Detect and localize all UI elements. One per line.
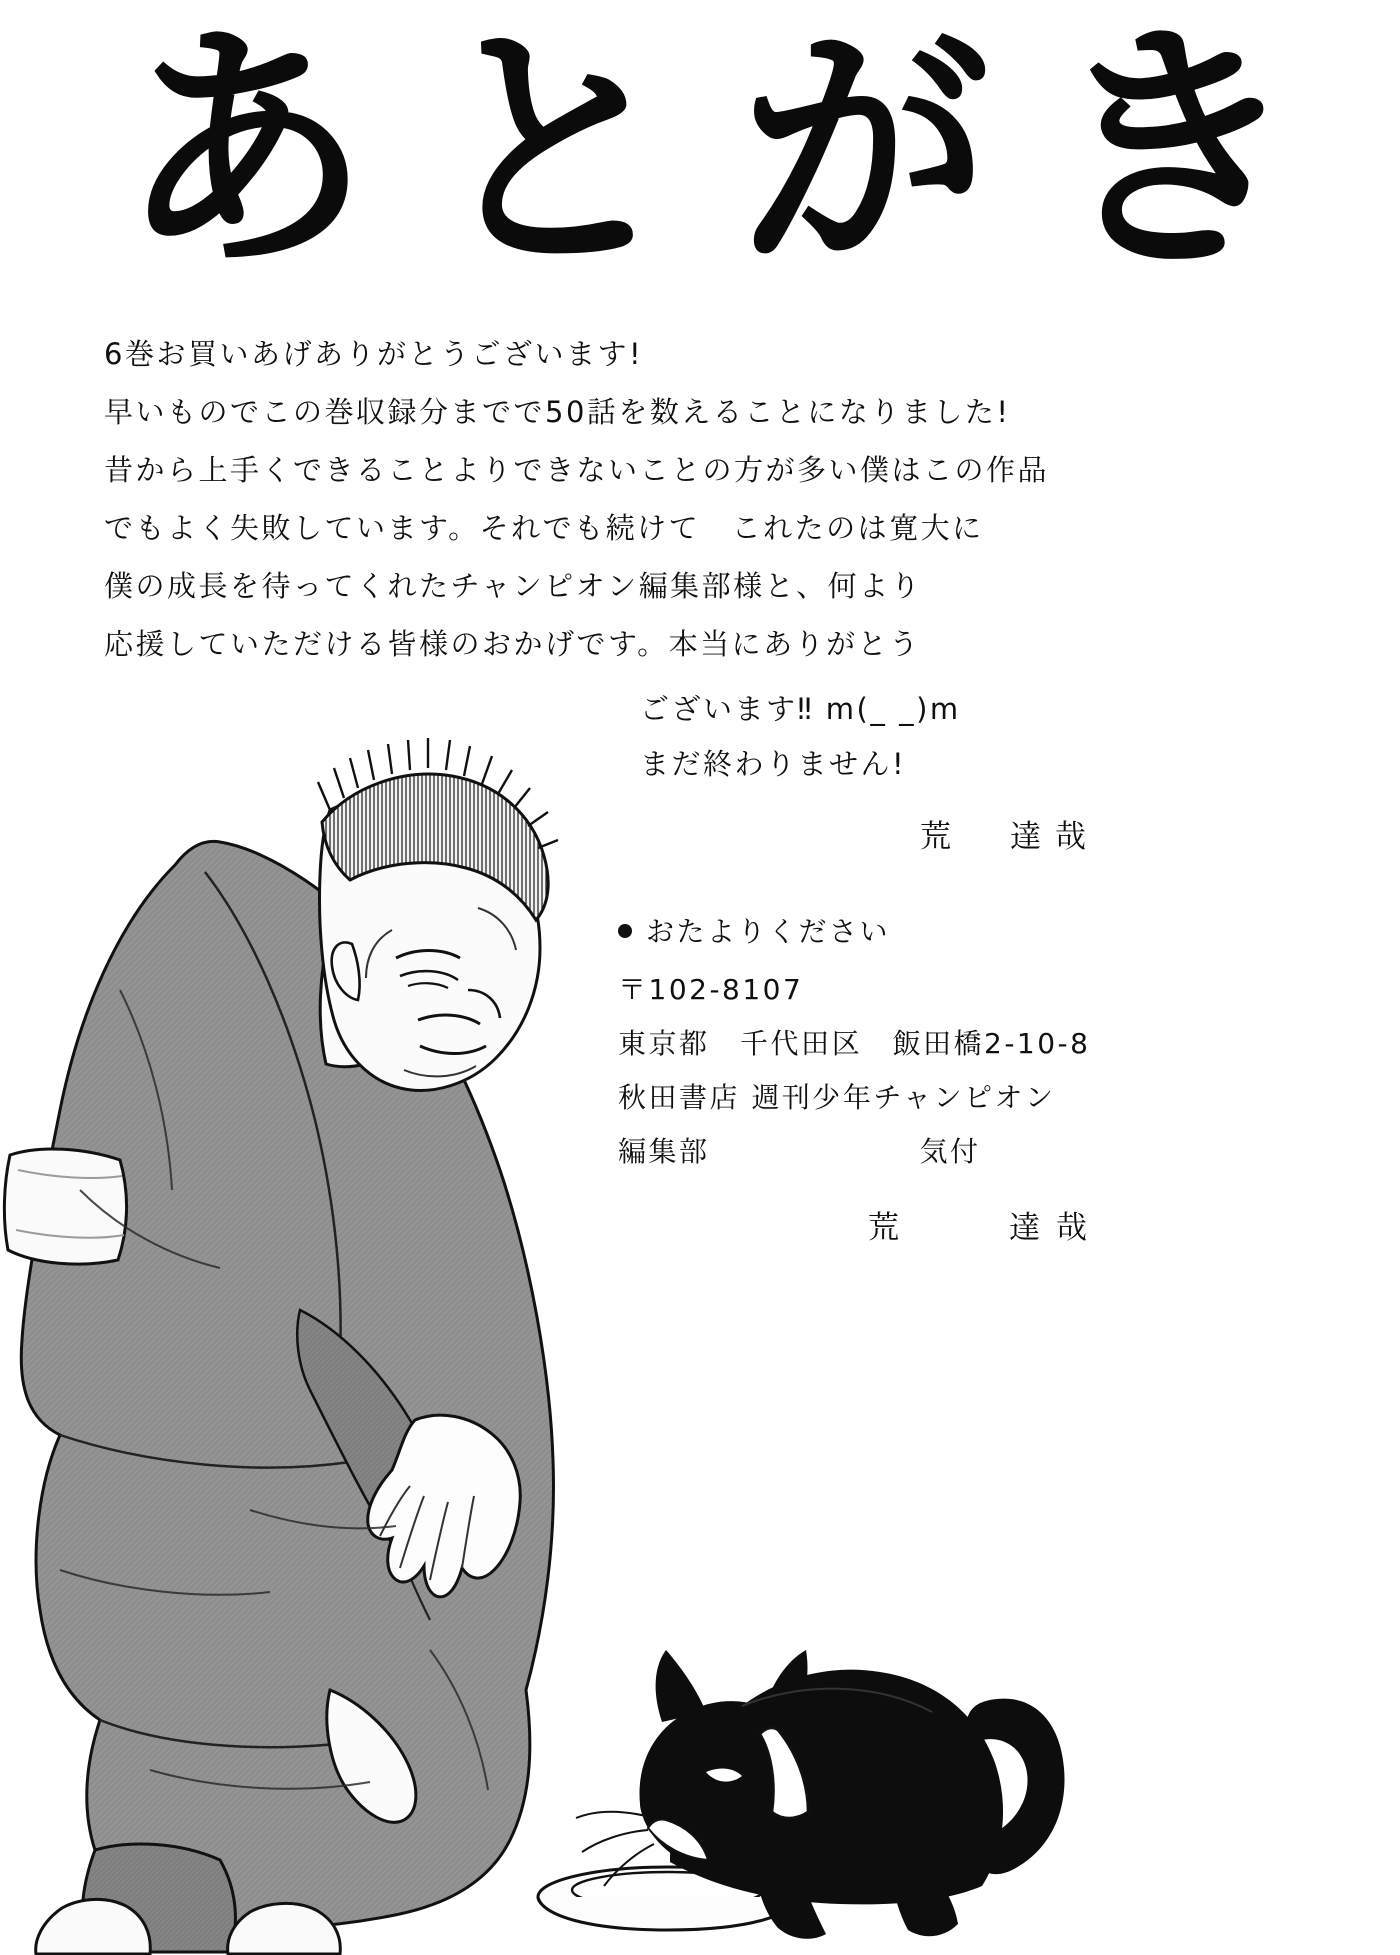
afterword-body [104,325,1294,673]
illustration-cat [520,1400,1080,1955]
afterword-closing [640,682,1380,865]
closing-line: まだ終わりません! [640,747,907,781]
page-title: あとがき [120,0,1360,305]
body-line: でもよく失敗しています。それでも続けて これたのは寛大に [104,511,984,545]
address-heading [618,905,1378,959]
author-signature-address: 荒 達哉 [868,1210,1103,1246]
author-signature: 荒 達哉 [920,819,1100,855]
body-line: 6巻お買いあげありがとうございます! [104,337,644,371]
address-line: 秋田書店 週刊少年チャンピオン [618,1081,1056,1114]
address-heading-label: おたよりください [646,915,891,948]
closing-line: ございます‼ m(_ _)m [640,692,961,726]
address-block [618,905,1378,1255]
postal-code: 〒102-8107 [618,973,804,1006]
body-line: 僕の成長を待ってくれたチャンピオン編集部様と、何より [104,569,923,603]
address-department-line [618,1125,1378,1179]
address-care-of: 気付 [919,1135,981,1168]
body-line: 応援していただける皆様のおかげです。本当にありがとう [104,627,921,661]
address-line: 東京都 千代田区 飯田橋2-10-8 [618,1027,1091,1060]
body-line: 昔から上手くできることよりできないことの方が多い僕はこの作品 [104,453,1050,487]
body-line: 早いものでこの巻収録分までで50話を数えることになりました! [104,395,1011,429]
address-department: 編集部 [618,1135,710,1168]
